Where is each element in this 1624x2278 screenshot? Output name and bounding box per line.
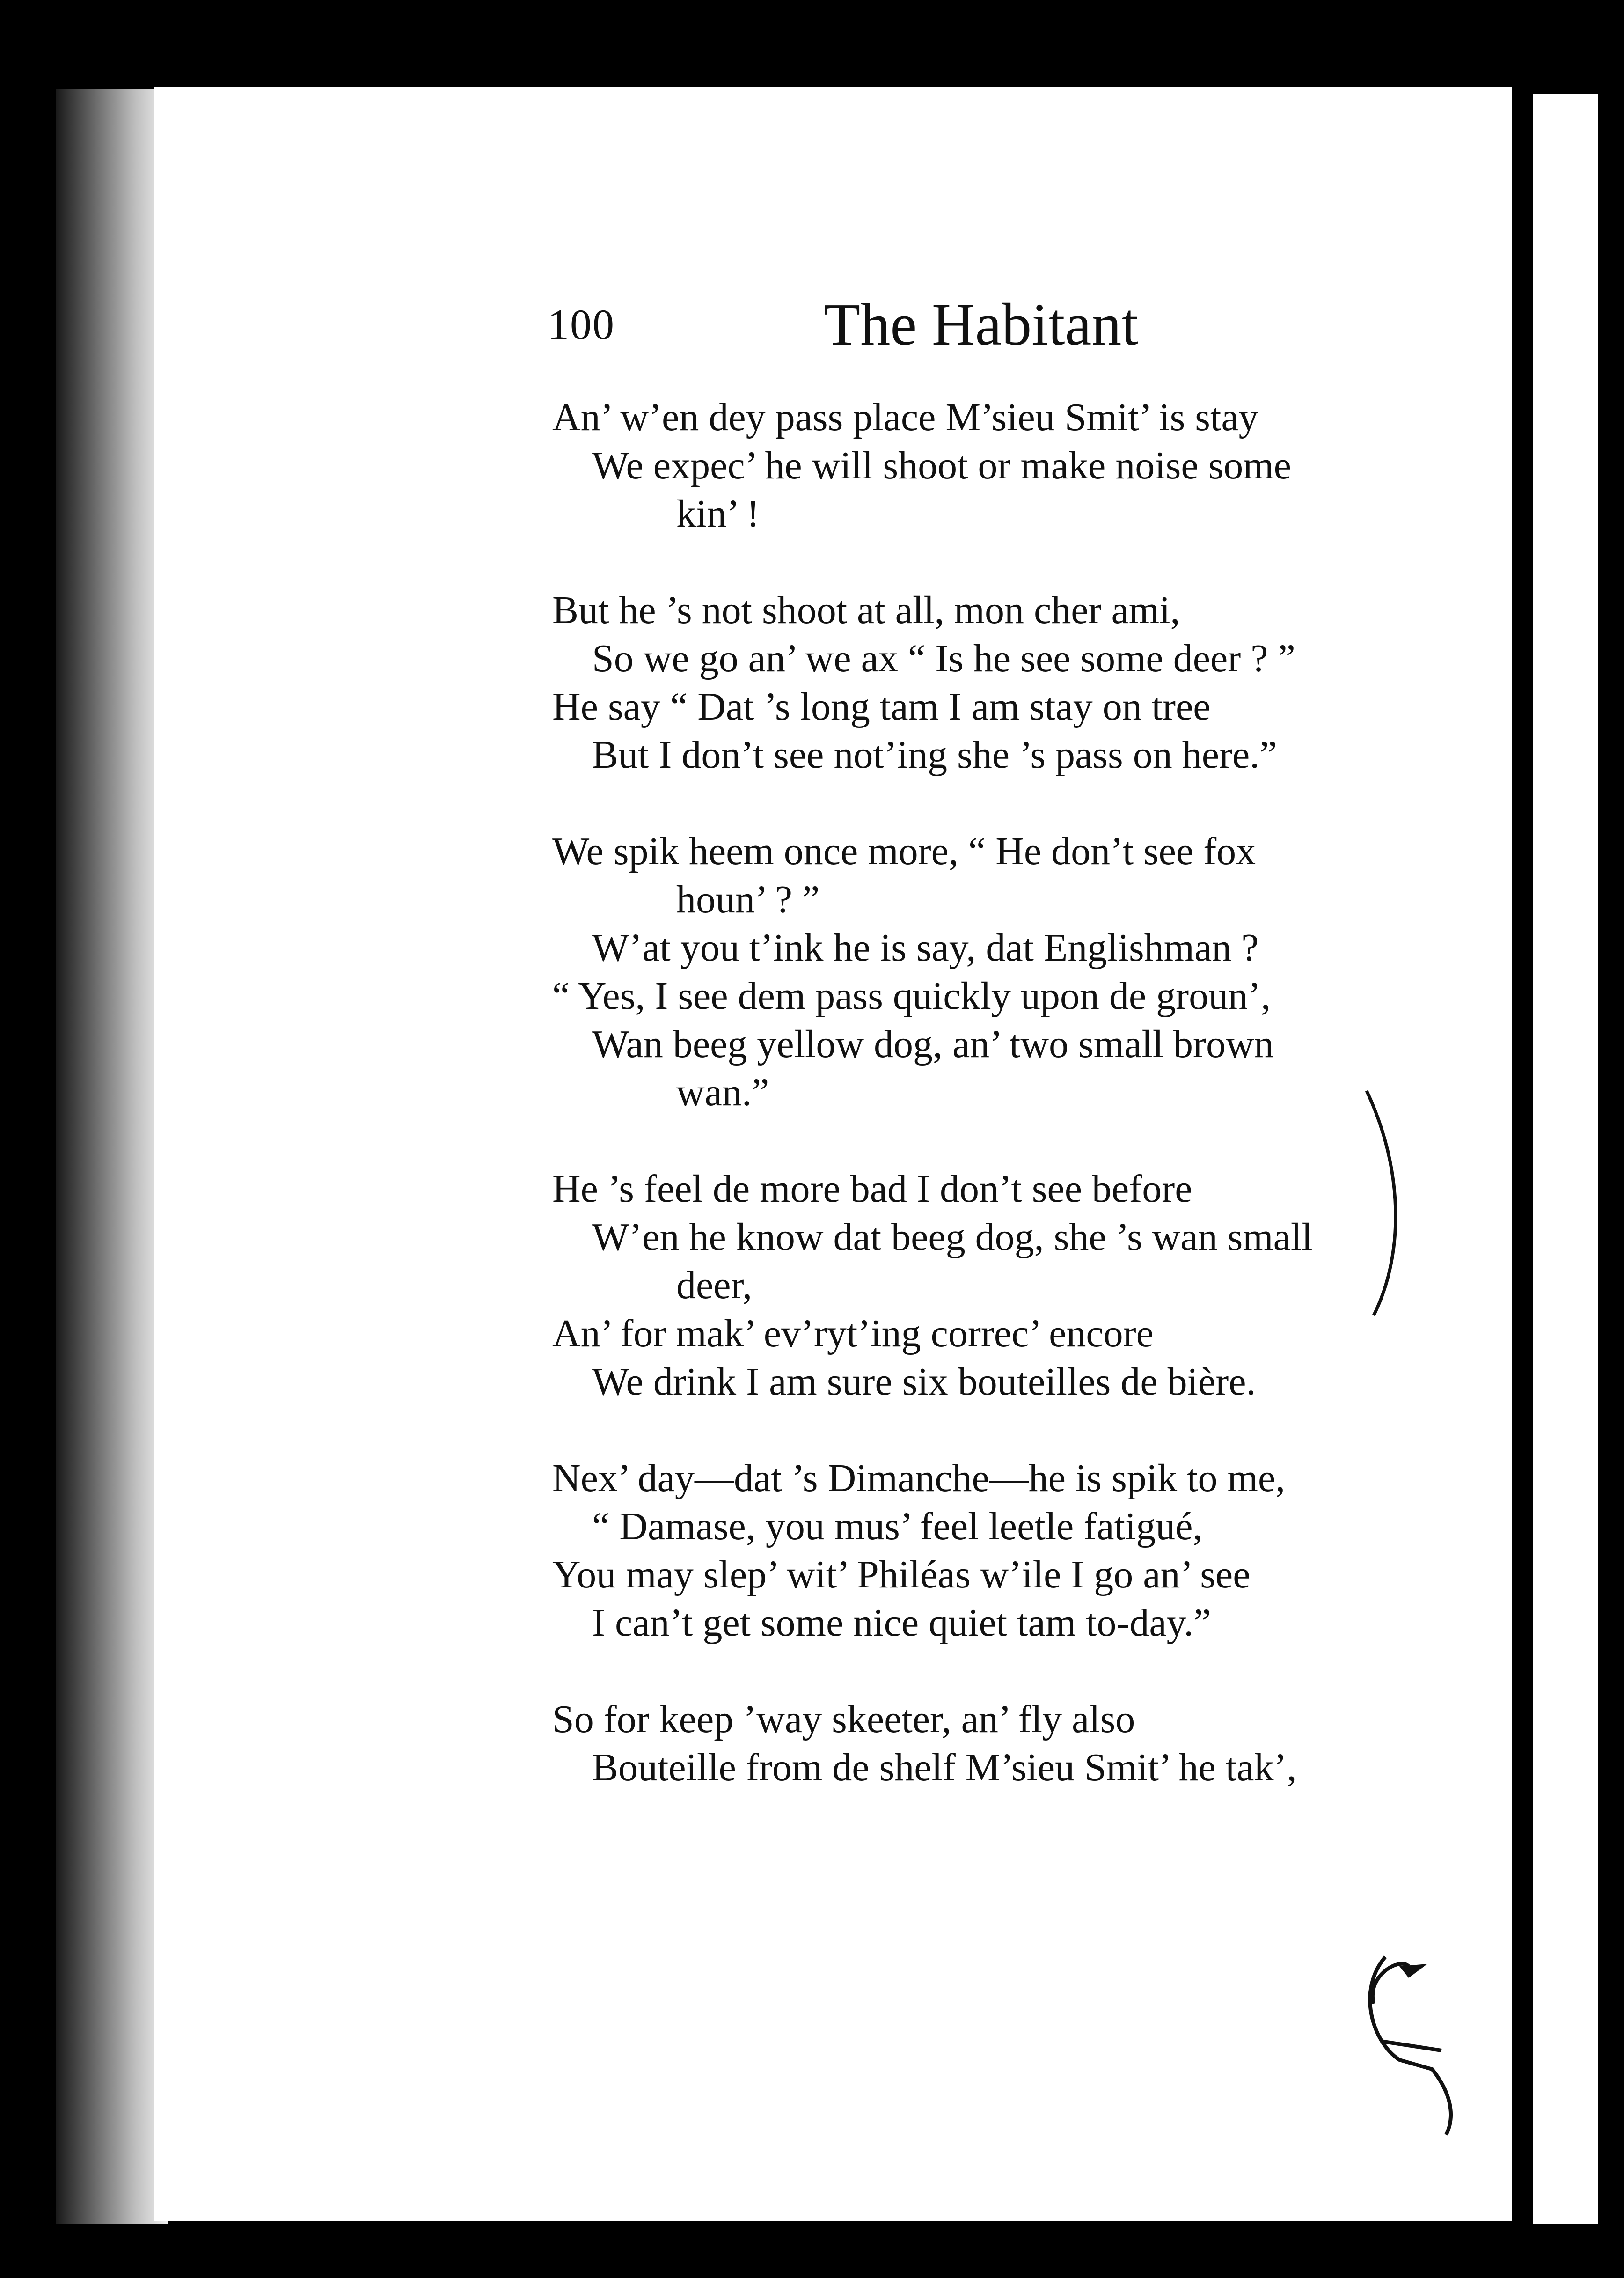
poem-line: deer, [676, 1264, 753, 1307]
poem-line: I can’t get some nice quiet tam to-day.” [592, 1601, 1211, 1645]
poem-line: An’ w’en dey pass place M’sieu Smit’ is stay [552, 396, 1258, 439]
binding-shadow [56, 89, 168, 2224]
next-page-edge [1533, 94, 1598, 2224]
poem-line: An’ for mak’ ev’ryt’ing correc’ encore [552, 1312, 1154, 1355]
stanza [552, 1165, 1441, 1406]
poem-body [552, 393, 1441, 1840]
poem-line: “ Yes, I see dem pass quickly upon de groun’, [552, 974, 1271, 1018]
poem-line: So for keep ’way skeeter, an’ fly also [552, 1697, 1135, 1741]
page-number: 100 [548, 301, 615, 348]
stanza [552, 1695, 1441, 1792]
poem-line: He ’s feel de more bad I don’t see before [552, 1167, 1192, 1211]
poem-line: W’at you t’ink he is say, dat Englishman ? [592, 926, 1259, 970]
stanza [552, 827, 1441, 1117]
poem-line: W’en he know dat beeg dog, she ’s wan small [592, 1215, 1313, 1259]
stanza [552, 586, 1441, 779]
poem-line: So we go an’ we ax “ Is he see some deer ? ” [592, 637, 1295, 680]
poem-line: You may slep’ wit’ Philéas w’ile I go an’ see [552, 1553, 1251, 1596]
poem-line: We drink I am sure six bouteilles de bière. [592, 1360, 1256, 1404]
poem-line: kin’ ! [676, 492, 760, 536]
running-title: The Habitant [824, 291, 1138, 358]
poem-line: wan.” [676, 1071, 769, 1114]
stanza [552, 393, 1441, 538]
poem-line: “ Damase, you mus’ feel leetle fatigué, [592, 1505, 1203, 1548]
poem-line: We spik heem once more, “ He don’t see fox [552, 830, 1256, 873]
poem-line: But I don’t see not’ing she ’s pass on here.” [592, 733, 1277, 777]
poem-line: But he ’s not shoot at all, mon cher ami, [552, 588, 1180, 632]
poem-line: Wan beeg yellow dog, an’ two small brown [592, 1022, 1274, 1066]
poem-line: We expec’ he will shoot or make noise some [592, 444, 1291, 487]
poem-line: Nex’ day—dat ’s Dimanche—he is spik to me, [552, 1456, 1286, 1500]
stanza [552, 1454, 1441, 1647]
poem-line: houn’ ? ” [676, 878, 820, 921]
poem-line: Bouteille from de shelf M’sieu Smit’ he tak’, [592, 1746, 1297, 1789]
page-header [548, 290, 1437, 370]
poem-line: He say “ Dat ’s long tam I am stay on tree [552, 685, 1211, 728]
